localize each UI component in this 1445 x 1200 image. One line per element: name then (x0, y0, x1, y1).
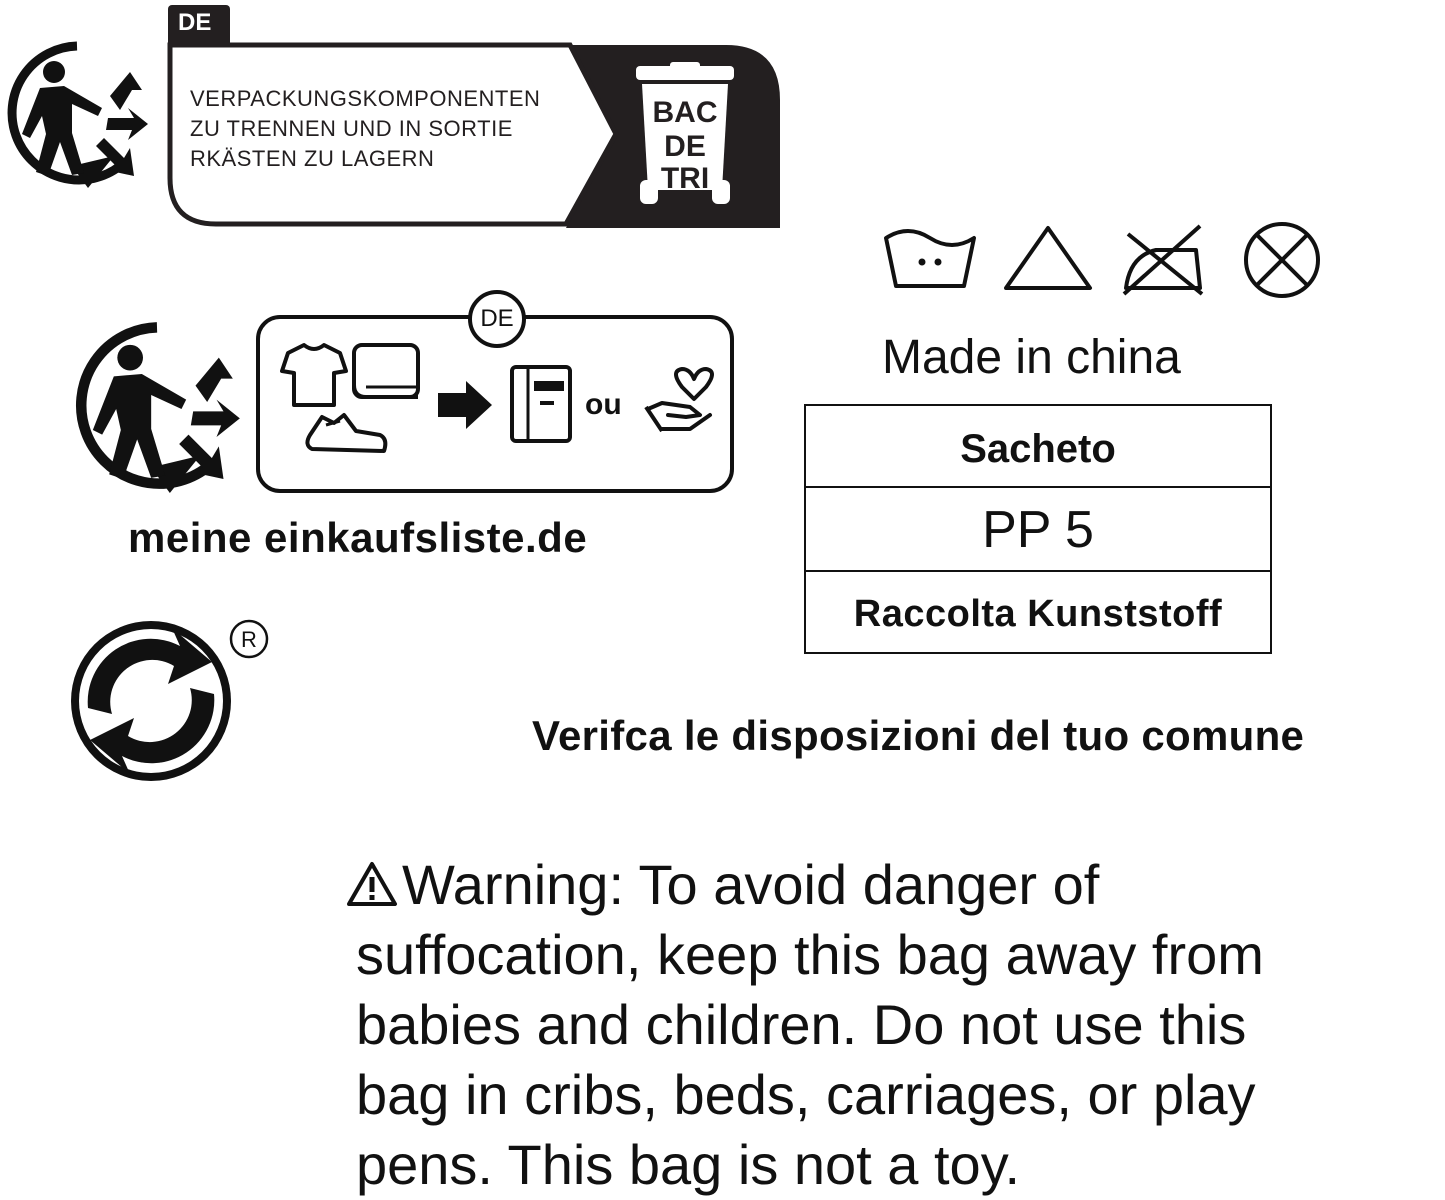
collection-container-icon (512, 367, 570, 441)
suffocation-warning (346, 850, 1406, 1200)
textile-pictograms (270, 335, 720, 475)
or-label: ou (585, 388, 622, 421)
tshirt-icon (282, 345, 346, 405)
bleach-allowed-icon (1006, 228, 1090, 288)
recycling-table (804, 404, 1272, 654)
registered-letter: R (241, 627, 257, 652)
banner-line: VERPACKUNGSKOMPONENTEN (190, 86, 541, 111)
banner-line: RKÄSTEN ZU LAGERN (190, 146, 435, 171)
origin-label: Made in china (882, 331, 1181, 384)
bin-label: BAC (652, 96, 718, 129)
triman-recycle-icon (2, 38, 152, 188)
wash-30-icon (886, 231, 974, 286)
registered-mark-icon (228, 618, 270, 660)
donation-hand-icon (646, 369, 712, 431)
table-row-material: PP 5 (806, 488, 1270, 572)
banner-text (190, 84, 610, 174)
do-not-iron-icon (1124, 226, 1202, 294)
warning-line: Warning: To avoid danger of (402, 853, 1100, 916)
bin-label: DE (664, 130, 706, 163)
banner-line: ZU TRENNEN UND IN SORTIE (190, 116, 513, 141)
warning-line: suffocation, keep this bag away from (356, 923, 1264, 986)
shoe-icon (307, 415, 385, 451)
folded-textile-icon (354, 345, 418, 397)
sorting-bin-icon (630, 62, 740, 212)
triman-recycle-icon (68, 318, 246, 493)
arrow-right-icon (438, 381, 492, 429)
country-tab: DE (168, 5, 230, 45)
website-label: meine einkaufsliste.de (128, 514, 588, 561)
care-symbols (878, 190, 1328, 300)
country-circle: DE (468, 290, 526, 348)
do-not-dry-clean-icon (1246, 224, 1318, 296)
table-row-collection: Raccolta Kunststoff (853, 593, 1223, 635)
warning-line: bag in cribs, beds, carriages, or play (356, 1063, 1256, 1126)
green-dot-icon (68, 618, 234, 784)
warning-triangle-icon (346, 860, 398, 908)
table-row-packaging: Sacheto (806, 406, 1270, 488)
warning-line: pens. This bag is not a toy. (356, 1133, 1021, 1196)
bin-label: TRI (660, 162, 710, 195)
municipality-notice: Verifca le disposizioni del tuo comune (532, 712, 1305, 759)
warning-line: babies and children. Do not use this (356, 993, 1247, 1056)
